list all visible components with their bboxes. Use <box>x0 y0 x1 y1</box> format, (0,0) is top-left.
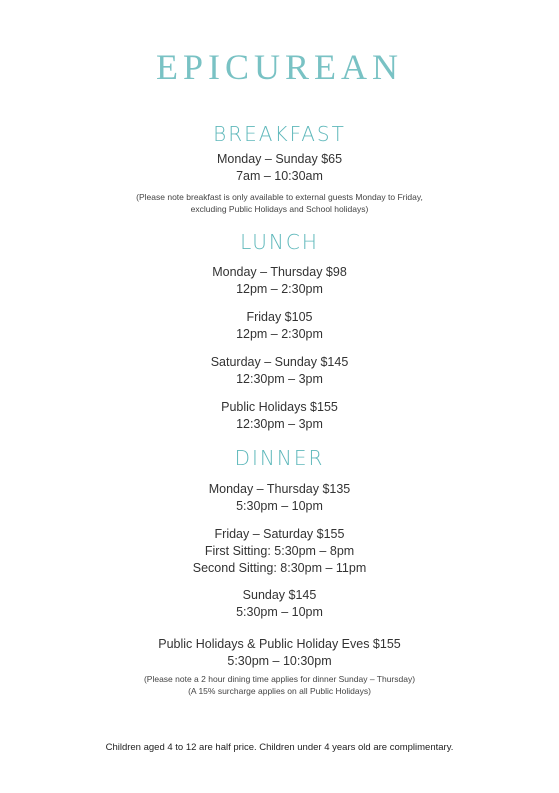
dinner-note-2: (A 15% surcharge applies on all Public Holidays) <box>188 686 371 696</box>
dinner-heading: DINNER <box>234 446 325 470</box>
lunch-item-time: 12:30pm – 3pm <box>236 372 323 386</box>
breakfast-note-1: (Please note breakfast is only available to external guests Monday to Friday, <box>136 192 423 202</box>
lunch-item-time: 12pm – 2:30pm <box>236 327 323 341</box>
dinner-second-sitting: Second Sitting: 8:30pm – 11pm <box>192 561 367 575</box>
dinner-fri-sat-days: Friday – Saturday $155 <box>214 527 345 541</box>
dinner-holidays-days: Public Holidays & Public Holiday Eves $155 <box>158 637 401 651</box>
breakfast-note-2: excluding Public Holidays and School holidays) <box>190 204 369 214</box>
lunch-heading: LUNCH <box>240 230 319 254</box>
dinner-note-1: (Please note a 2 hour dining time applies for dinner Sunday – Thursday) <box>143 674 416 684</box>
dinner-mon-thu-days: Monday – Thursday $135 <box>208 482 351 496</box>
dinner-sunday-time: 5:30pm – 10pm <box>236 605 323 619</box>
dinner-sunday-days: Sunday $145 <box>242 588 317 602</box>
lunch-item-time: 12:30pm – 3pm <box>236 417 323 431</box>
lunch-item-days: Monday – Thursday $98 <box>212 265 347 279</box>
breakfast-time: 7am – 10:30am <box>236 169 323 183</box>
lunch-item-time: 12pm – 2:30pm <box>236 282 323 296</box>
dinner-mon-thu-time: 5:30pm – 10pm <box>236 499 323 513</box>
lunch-item-days: Saturday – Sunday $145 <box>210 355 349 369</box>
lunch-item-days: Public Holidays $155 <box>221 400 338 414</box>
logo: EPICUREAN <box>155 47 403 87</box>
dinner-first-sitting: First Sitting: 5:30pm – 8pm <box>204 544 355 558</box>
lunch-item-days: Friday $105 <box>246 310 313 324</box>
children-pricing-note: Children aged 4 to 12 are half price. Children under 4 years old are complimentary. <box>105 742 454 753</box>
breakfast-days: Monday – Sunday $65 <box>216 152 343 166</box>
breakfast-heading: BREAKFAST <box>213 122 346 146</box>
dinner-holidays-time: 5:30pm – 10:30pm <box>227 654 332 668</box>
